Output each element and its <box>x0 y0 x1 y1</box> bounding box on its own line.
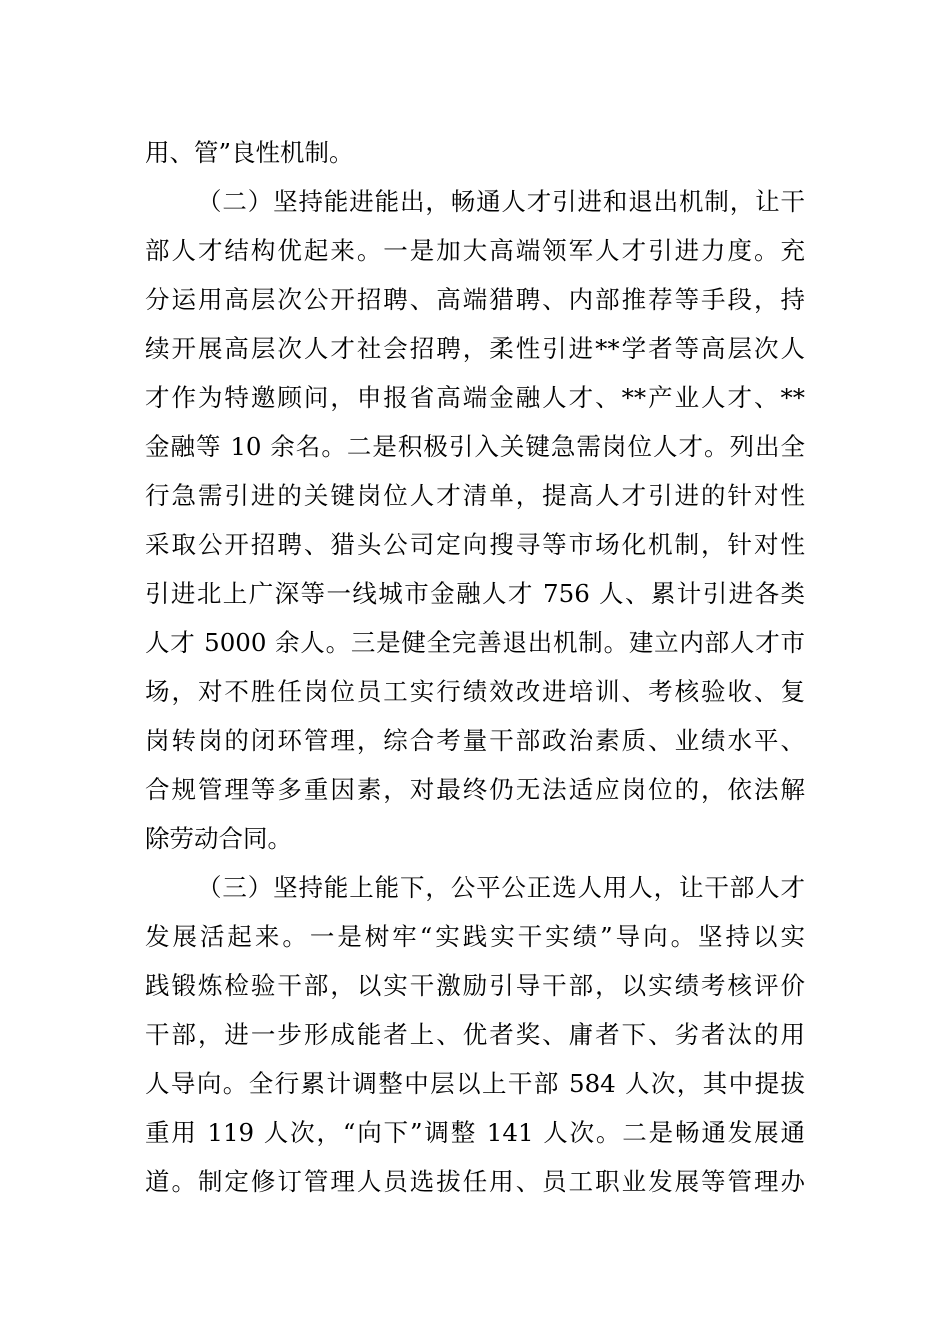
text-line: 人导向。全行累计调整中层以上干部 584 人次，其中提拔 <box>145 1069 805 1098</box>
text-line: 行急需引进的关键岗位人才清单，提高人才引进的针对性 <box>145 481 805 510</box>
text-line: 除劳动合同。 <box>145 824 292 853</box>
text-line: 引进北上广深等一线城市金融人才 756 人、累计引进各类 <box>145 579 805 608</box>
text-line: 用、管”良性机制。 <box>145 138 354 167</box>
text-line: 部人才结构优起来。一是加大高端领军人才引进力度。充 <box>145 236 805 265</box>
text-line: 金融等 10 余名。二是积极引入关键急需岗位人才。列出全 <box>145 432 805 461</box>
paragraph-heading-2: （二）坚持能进能出，畅通人才引进和退出机制，让干 <box>197 187 805 216</box>
text-line: 分运用高层次公开招聘、高端猎聘、内部推荐等手段，持 <box>145 285 805 314</box>
text-line: 合规管理等多重因素，对最终仍无法适应岗位的，依法解 <box>145 775 805 804</box>
text-line: 采取公开招聘、猎头公司定向搜寻等市场化机制，针对性 <box>145 530 805 559</box>
text-line: 道。制定修订管理人员选拔任用、员工职业发展等管理办 <box>145 1167 805 1196</box>
text-line: 人才 5000 余人。三是健全完善退出机制。建立内部人才市 <box>145 628 805 657</box>
text-line: 发展活起来。一是树牢“实践实干实绩”导向。坚持以实 <box>145 922 805 951</box>
text-line: 重用 119 人次，“向下”调整 141 人次。二是畅通发展通 <box>145 1118 805 1147</box>
text-line: 岗转岗的闭环管理，综合考量干部政治素质、业绩水平、 <box>145 726 805 755</box>
text-line: 才作为特邀顾问，申报省高端金融人才、**产业人才、** <box>145 383 805 412</box>
text-line: 场，对不胜任岗位员工实行绩效改进培训、考核验收、复 <box>145 677 805 706</box>
text-line: 践锻炼检验干部，以实干激励引导干部，以实绩考核评价 <box>145 971 805 1000</box>
text-line: 干部，进一步形成能者上、优者奖、庸者下、劣者汰的用 <box>145 1020 805 1049</box>
text-line: 续开展高层次人才社会招聘，柔性引进**学者等高层次人 <box>145 334 805 363</box>
paragraph-heading-3: （三）坚持能上能下，公平公正选人用人，让干部人才 <box>197 873 805 902</box>
